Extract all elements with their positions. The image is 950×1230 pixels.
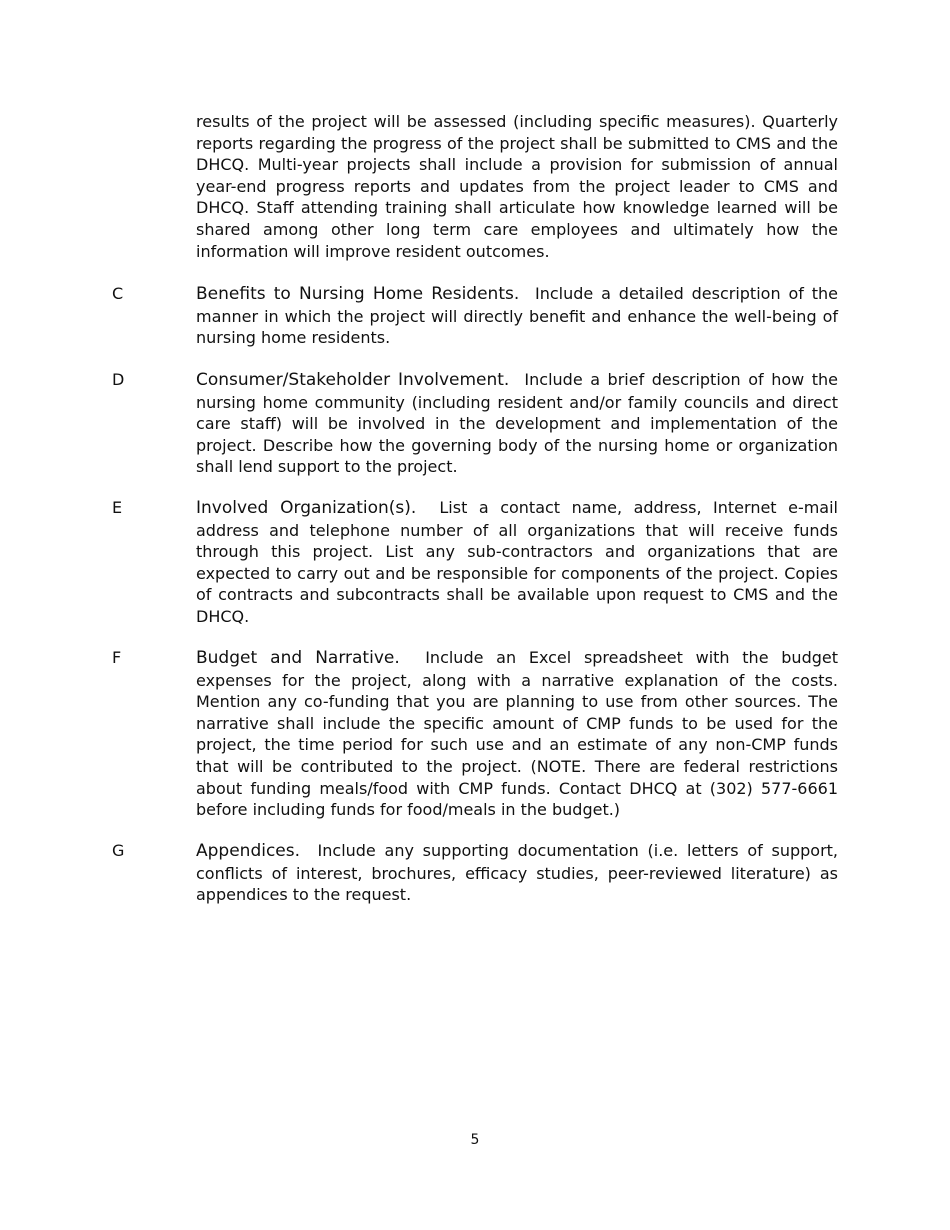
section-letter: D	[112, 370, 125, 389]
section-body	[196, 840, 838, 906]
section-text: Include a brief description of how the nursing home community (including resident and/or family councils and direct care staff) will be involved in the development and implementation of the project. Describe how the governing body of the nursing home or organization shall lend support to the project.	[196, 370, 839, 477]
section-heading: Budget and Narrative.	[196, 648, 400, 668]
section-text: Include a detailed description of the manner in which the project will directly benefit and enhance the well-being of nursing home residents.	[196, 284, 838, 348]
section-letter: F	[112, 648, 122, 667]
section-text: Include any supporting documentation (i.e. letters of support, conflicts of interest, brochures, efficacy studies, peer-reviewed literature) as appendices to the request.	[196, 841, 839, 905]
section-body	[196, 497, 838, 628]
section-heading: Consumer/Stakeholder Involvement.	[196, 370, 510, 390]
section-d	[112, 369, 838, 478]
section-c	[112, 283, 838, 349]
intro-paragraph: results of the project will be assessed (including specific measures). Quarterly reports regarding the progress of the project shall be submitted to CMS and the DHCQ. Multi-year projects shall include a provision for submission of annual year-end progress reports and updates from the project leader to CMS and DHCQ. Staff attending training shall articulate how knowledge learned will be shared among other long term care employees and ultimately how the information will improve resident outcomes.	[196, 112, 838, 261]
section-heading: Involved Organization(s).	[196, 498, 417, 518]
section-heading: Benefits to Nursing Home Residents.	[196, 284, 520, 304]
section-body	[196, 283, 838, 349]
section-letter: C	[112, 284, 124, 303]
section-body	[196, 647, 838, 821]
section-f	[112, 647, 838, 821]
section-body	[196, 369, 838, 478]
page-number: 5	[470, 1132, 480, 1148]
section-text: Include an Excel spreadsheet with the budget expenses for the project, along with a narrative explanation of the costs. Mention any co-funding that you are planning to use from other sources. The narrative shall include the specific amount of CMP funds to be used for the project, the time period for such use and an estimate of any non-CMP funds that will be contributed to the project. (NOTE. There are federal restrictions about funding meals/food with CMP funds. Contact DHCQ at (302) 577-6661 before including funds for food/meals in the budget.)	[196, 648, 838, 820]
section-heading: Appendices.	[196, 841, 301, 861]
section-letter: G	[112, 841, 125, 860]
section-letter: E	[112, 498, 123, 517]
section-g	[112, 840, 838, 906]
section-text: List a contact name, address, Internet e-mail address and telephone number of all organizations that will receive funds through this project. List any sub-contractors and organizations that are expected to carry out and be responsible for components of the project. Copies of contracts and subcontracts shall be available upon request to CMS and the DHCQ.	[196, 498, 839, 626]
section-e	[112, 497, 838, 628]
